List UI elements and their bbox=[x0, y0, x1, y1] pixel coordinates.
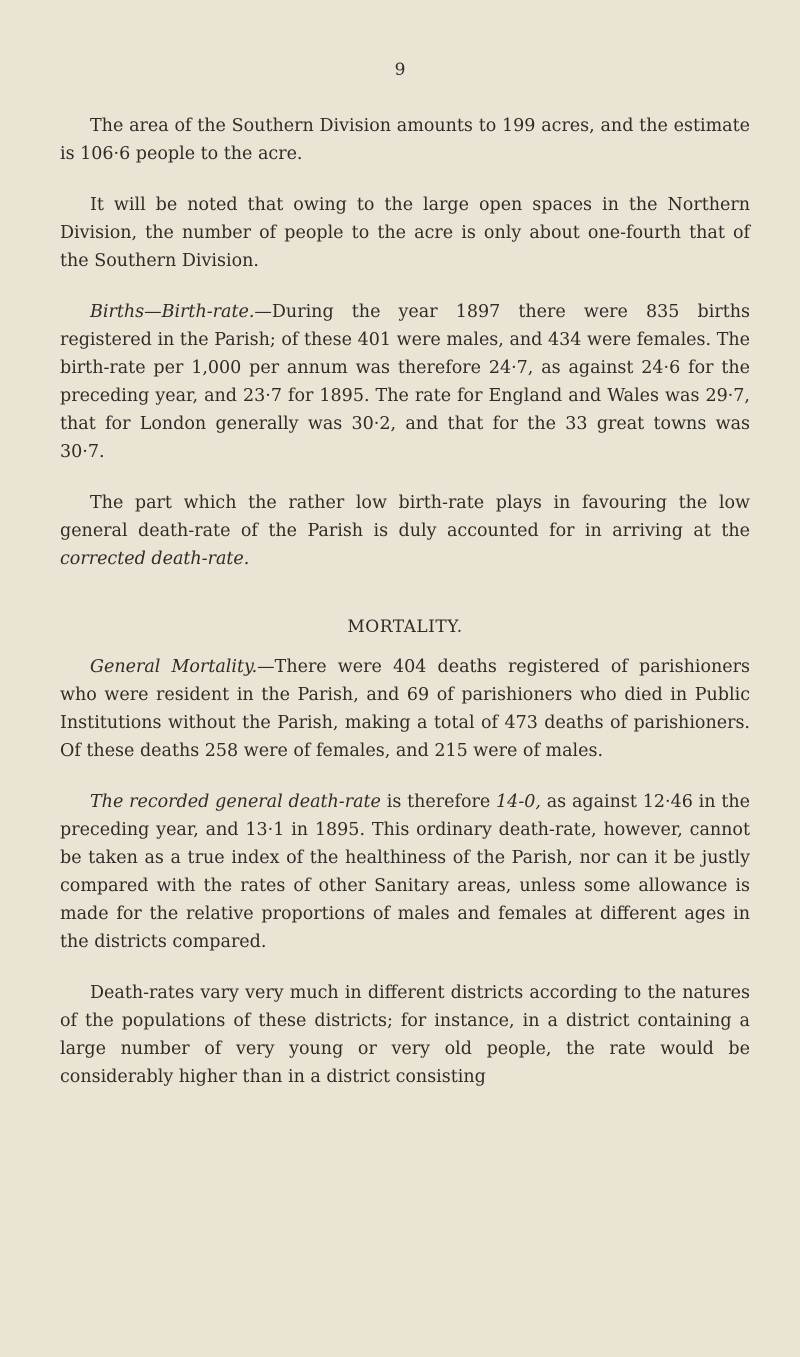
birth-rate-role-text: The part which the rather low birth-rate plays in favouring the low general death-rate of the Parish is duly accounted for in arriving at the bbox=[60, 493, 750, 541]
paragraph-death-rates-vary: Death-rates vary very much in different districts according to the natures of the populations of these districts; for instance, in a district containing a large number of very young or very old people, the rate would be considerably higher than in a district consisting bbox=[60, 983, 750, 1087]
births-text: —During the year 1897 there were 835 births registered in the Parish; of these 401 were males, and 434 were females. The birth-rate per 1,000 per annum was therefore 24·7, as against 24·6 for the preceding year, and 23·7 for 1895. The rate for England and Wales was 29·7, that for London generally was 30·2, and that for the 33 great towns was 30·7. bbox=[60, 302, 750, 462]
general-mortality-text: —There were 404 deaths registered of parishioners who were resident in the Parish, and 69 of parishioners who died in Public Institutions without the Parish, making a total of 473 deaths of parishioners. Of these deaths 258 were of females, and 215 were of males. bbox=[60, 657, 751, 761]
paragraph-recorded-death-rate bbox=[60, 788, 750, 956]
births-lead: Births—Birth-rate. bbox=[90, 302, 255, 322]
recorded-death-rate-text: as against 12·46 in the preceding year, and 13·1 in 1895. This ordinary death-rate, however, cannot be taken as a true index of the healthiness of the Parish, nor can it be justly compared with the rates of other Sanitary areas, unless some allowance is made for the relative proportions of males and females at different ages in the districts compared. bbox=[60, 792, 750, 952]
recorded-death-rate-mid: is therefore bbox=[380, 792, 497, 812]
recorded-death-rate-lead: The recorded general death-rate bbox=[90, 792, 381, 812]
general-mortality-lead: General Mortality. bbox=[90, 657, 258, 677]
paragraph-general-mortality bbox=[60, 653, 750, 765]
page-number: 9 bbox=[394, 60, 406, 80]
paragraph-northern-division: It will be noted that owing to the large open spaces in the Northern Division, the number of people to the acre is only about one-fourth that of the Southern Division. bbox=[60, 195, 750, 271]
paragraph-births bbox=[60, 298, 750, 466]
corrected-death-rate-term: corrected death-rate. bbox=[60, 549, 250, 569]
paragraph-southern-division: The area of the Southern Division amounts to 199 acres, and the estimate is 106·6 people to the acre. bbox=[60, 116, 750, 164]
section-heading-mortality: MORTALITY. bbox=[347, 617, 463, 637]
paragraph-birth-rate-role bbox=[60, 489, 750, 573]
body-text bbox=[60, 112, 750, 1091]
recorded-death-rate-value: 14-0, bbox=[496, 792, 541, 812]
